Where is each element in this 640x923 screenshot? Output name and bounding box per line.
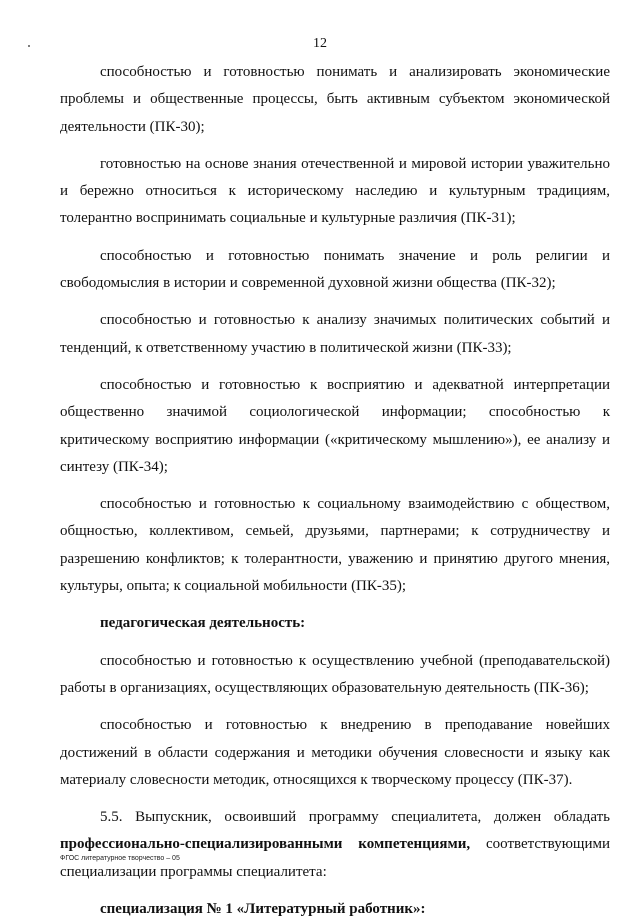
clause-bold-term: профессионально-специализированными компетенциями, [60,836,471,853]
document-body [60,59,610,923]
paragraph-clause-5-5 [60,804,610,886]
paragraph-pk37: способностью и готовностью к внедрению в преподавание новейших достижений в области содержания и методики обучения словесности и языку как материалу словесности методик, относящихся к творческому процессу (ПК-37). [60,717,610,788]
page-number: 12 [313,36,327,51]
paragraph-pk36: способностью и готовностью к осуществлению учебной (преподавательской) работы в организациях, осуществляющих образовательную деятельность (ПК-36); [60,652,610,696]
paragraph-pk35: способностью и готовностью к социальному взаимодействию с обществом, общностью, коллективом, семьей, друзьями, партнерами; к сотрудничеству и разрешению конфликтов; к толерантности, уважению и принятию другого мнения, культуры, опыта; к социальной мобильности (ПК-35); [60,496,610,595]
paragraph-pk32: способностью и готовностью понимать значение и роль религии и свободомыслия в истории и современной духовной жизни общества (ПК-32); [60,247,610,292]
section-heading-pedagogical: педагогическая деятельность: [100,615,306,632]
clause-rest: соответствующими специализации программы специалитета: [60,836,610,880]
footer-note: ФГОС литературное творчество – 05 [60,855,180,862]
paragraph-pk33: способностью и готовностью к анализу значимых политических событий и тенденций, к ответственному участию в политической жизни (ПК-33); [60,312,610,356]
paragraph-pk30: способностью и готовностью понимать и анализировать экономические проблемы и общественные процессы, быть активным субъектом экономической деятельности (ПК-30); [60,64,610,135]
specialization-heading: специализация № 1 «Литературный работник»: [100,901,426,918]
paragraph-pk34: способностью и готовностью к восприятию и адекватной интерпретации общественно значимой социологической информации; способностью к критическому восприятию информации («критическому мышлению»), ее анализу и синтезу (ПК-34); [60,376,610,475]
paragraph-pk31: готовностью на основе знания отечественной и мировой истории уважительно и бережно относиться к историческому наследию и культурным традициям, толерантно воспринимать социальные и культурные различия (ПК-31); [60,155,610,227]
clause-intro: 5.5. Выпускник, освоивший программу специалитета, должен обладать [100,809,610,826]
